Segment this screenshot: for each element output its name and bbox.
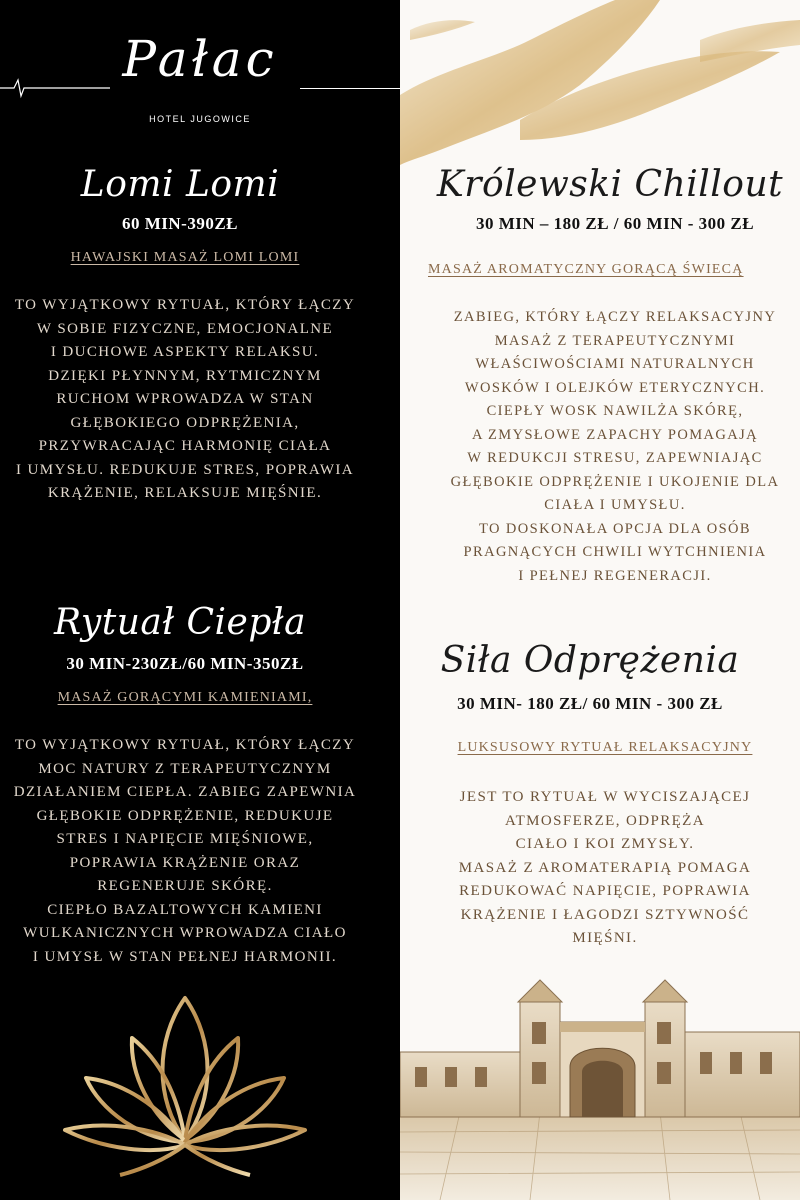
logo-subtitle: HOTEL JUGOWICE	[149, 114, 251, 124]
treatment-description: ZABIEG, KTÓRY ŁĄCZY RELAKSACYJNY MASAŻ Z TERAPEUTYCZNYMI WŁAŚCIWOŚCIAMI NATURALNYCH WOSKÓW I OLEJKÓW ETERYCZNYCH. CIEPŁY WOSK NAWILŻA SKÓRĘ, A ZMYSŁOWE ZAPACHY POMAGAJĄ W REDUKCJI STRESU, ZAPEWNIAJĄC GŁĘBOKIE ODPRĘŻENIE I UKOJENIE DLA CIAŁA I UMYSŁU. TO DOSKONAŁA OPCJA DLA OSÓB PRAGNĄCYCH CHWILI WYTCHNIENIA I PEŁNEJ REGENERACJI.	[450, 309, 780, 584]
treatment-price: 30 MIN-230ZŁ/60 MIN-350ZŁ	[66, 654, 304, 673]
treatment-title: Królewski Chillout	[436, 164, 784, 205]
treatment-rytual-ciepla	[0, 602, 360, 643]
right-column	[400, 0, 800, 1200]
treatment-subtitle: MASAŻ GORĄCYMI KAMIENIAMI,	[57, 690, 313, 705]
treatment-title: Lomi Lomi	[80, 164, 280, 205]
palace-building-illustration	[400, 962, 800, 1200]
treatment-price: 30 MIN- 180 ZŁ/ 60 MIN - 300 ZŁ	[457, 694, 723, 713]
treatment-subtitle: LUKSUSOWY RYTUAŁ RELAKSACYJNY	[457, 740, 753, 755]
treatment-title: Siła Odprężenia	[440, 640, 740, 681]
treatment-price: 30 MIN – 180 ZŁ / 60 MIN - 300 ZŁ	[475, 214, 755, 233]
treatment-lomi-lomi	[0, 164, 360, 205]
treatment-description: TO WYJĄTKOWY RYTUAŁ, KTÓRY ŁĄCZY MOC NATURY Z TERAPEUTYCZNYM DZIAŁANIEM CIEPŁA. ZABIEG ZAPEWNIA GŁĘBOKIE ODPRĘŻENIE, REDUKUJE STRES I NAPIĘCIE MIĘŚNIOWE, POPRAWIA KRĄŻENIE ORAZ REGENERUJE SKÓRĘ. CIEPŁO BAZALTOWYCH KAMIENI WULKANICZNYCH WPROWADZA CIAŁO I UMYSŁ W STAN PEŁNEJ HARMONII.	[13, 737, 357, 965]
treatment-subtitle: HAWAJSKI MASAŻ LOMI LOMI	[70, 250, 300, 265]
treatment-krolewski-chillout	[420, 164, 800, 205]
treatment-sila-odprezenia	[400, 640, 780, 681]
treatment-price: 60 MIN-390ZŁ	[121, 214, 239, 233]
logo-text: Pałac	[122, 30, 278, 88]
treatment-description: JEST TO RYTUAŁ W WYCISZAJĄCEJ ATMOSFERZE, ODPRĘŻA CIAŁO I KOI ZMYSŁY. MASAŻ Z AROMATERAPIĄ POMAGA REDUKOWAĆ NAPIĘCIE, POPRAWIA KRĄŻENIE I ŁAGODZI SZTYWNOŚĆ MIĘŚNI.	[458, 789, 752, 946]
logo-divider-right	[300, 88, 400, 89]
lotus-icon	[60, 990, 310, 1185]
treatment-title: Rytuał Ciepła	[53, 602, 307, 643]
treatment-description: TO WYJĄTKOWY RYTUAŁ, KTÓRY ŁĄCZY W SOBIE FIZYCZNE, EMOCJONALNE I DUCHOWE ASPEKTY RELAKSU. DZIĘKI PŁYNNYM, RYTMICZNYM RUCHOM WPROWADZA W STAN GŁĘBOKIEGO ODPRĘŻENIA, PRZYWRACAJĄC HARMONIĘ CIAŁA I UMYSŁU. REDUKUJE STRES, POPRAWIA KRĄŻENIE, RELAKSUJE MIĘŚNIE.	[14, 297, 356, 501]
treatment-subtitle: MASAŻ AROMATYCZNY GORĄCĄ ŚWIECĄ	[428, 262, 744, 277]
